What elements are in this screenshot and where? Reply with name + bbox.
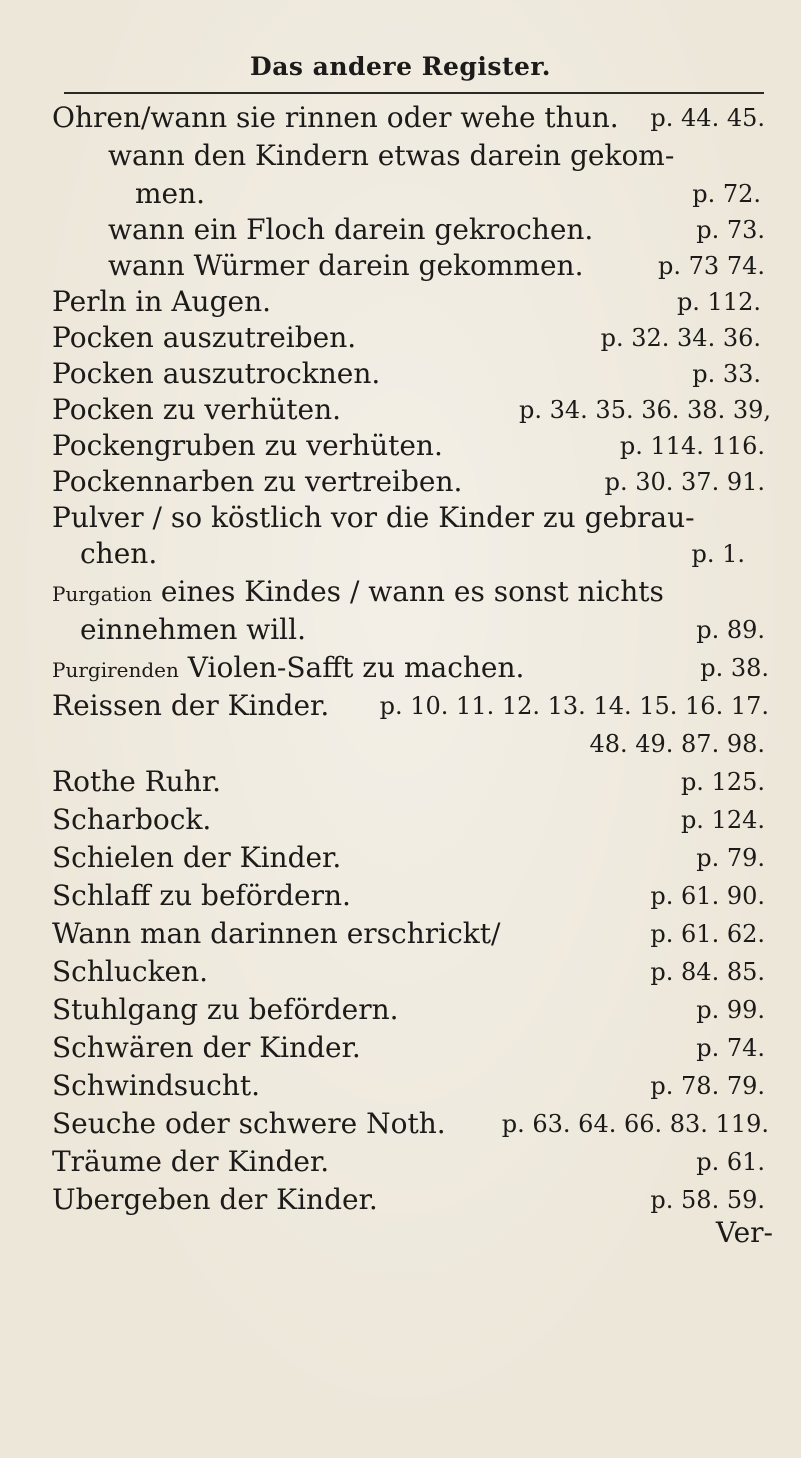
- index-entry: wann Würmer darein gekommen. p. 73 74.: [108, 249, 765, 282]
- index-entry: Seuche oder schwere Noth. p. 63. 64. 66. 83. 119.: [52, 1107, 769, 1140]
- index-entry: Rothe Ruhr. p. 125.: [52, 765, 765, 798]
- running-header: [0, 52, 801, 81]
- index-entry: Pocken auszutrocknen. p. 33.: [52, 357, 761, 390]
- index-entry: Pockennarben zu vertreiben. p. 30. 37. 91.: [52, 465, 765, 498]
- index-entry: chen. p. 1.: [80, 537, 745, 570]
- entry-prefix: Purgation: [52, 582, 152, 606]
- index-entry: wann ein Floch darein gekrochen. p. 73.: [108, 213, 765, 246]
- index-entry: einnehmen will. p. 89.: [80, 613, 765, 646]
- index-entry: Pocken auszutreiben. p. 32. 34. 36.: [52, 321, 761, 354]
- index-entry: Ubergeben der Kinder. p. 58. 59.: [52, 1183, 765, 1216]
- index-entry: Pocken zu verhüten. p. 34. 35. 36. 38. 39,: [52, 393, 771, 426]
- header-title: Das andere Register.: [250, 52, 551, 81]
- index-entry: Schlucken. p. 84. 85.: [52, 955, 765, 988]
- index-entry: Stuhlgang zu befördern. p. 99.: [52, 993, 765, 1026]
- index-entry: Schwindsucht. p. 78. 79.: [52, 1069, 765, 1102]
- index-entry: Ohren/wann sie rinnen oder wehe thun. p. 44. 45.: [52, 101, 765, 134]
- index-entry: Pulver / so köstlich vor die Kinder zu gebrau-: [52, 501, 695, 534]
- index-entry: men. p. 72.: [135, 177, 761, 210]
- index-entry: Träume der Kinder. p. 61.: [52, 1145, 765, 1178]
- index-entry: Pockengruben zu verhüten. p. 114. 116.: [52, 429, 765, 462]
- index-entry: Purgation eines Kindes / wann es sonst nichts: [52, 575, 664, 608]
- header-rule: [64, 92, 764, 94]
- index-entry: wann den Kindern etwas darein gekom-: [108, 139, 675, 172]
- catchword: Ver-: [715, 1216, 773, 1249]
- index-entry: Scharbock. p. 124.: [52, 803, 765, 836]
- index-entry: Schielen der Kinder. p. 79.: [52, 841, 765, 874]
- index-entry: Perln in Augen. p. 112.: [52, 285, 761, 318]
- index-entry: Wann man darinnen erschrickt/ p. 61. 62.: [52, 917, 765, 950]
- index-entry: Reissen der Kinder. p. 10. 11. 12. 13. 14. 15. 16. 17.: [52, 689, 769, 722]
- index-entry: Purgirenden Violen-Safft zu machen. p. 38.: [52, 651, 769, 684]
- index-entry: Schwären der Kinder. p. 74.: [52, 1031, 765, 1064]
- index-entry: 48. 49. 87. 98.: [589, 730, 765, 758]
- index-entry: Schlaff zu befördern. p. 61. 90.: [52, 879, 765, 912]
- entry-prefix: Purgirenden: [52, 658, 179, 682]
